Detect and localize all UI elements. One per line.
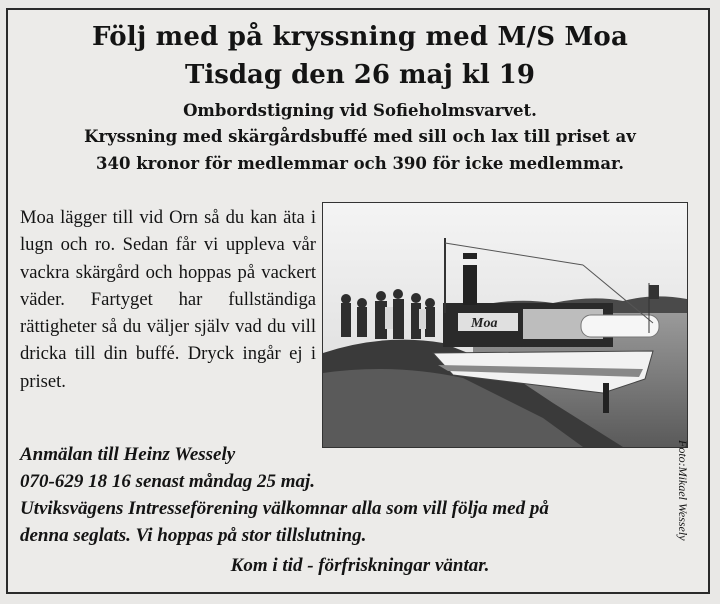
closing-line: Kom i tid - förfriskningar väntar. [230, 555, 490, 576]
signup-phone-deadline: 070-629 18 16 senast måndag 25 maj. [20, 471, 316, 492]
welcome-line-1: Utviksvägens Intresseförening välkomnar alla som vill följa med på [20, 498, 549, 519]
description-paragraph: Moa lägger till vid Orn så du kan äta i lugn och ro. Sedan får vi uppleva vår vackra skärgård och hoppas på vackert väder. Fartyget har fullständiga rättigheter så du väljer själv vad du vill dricka till din buffé. Dryck ingår ej i priset. [20, 207, 316, 392]
price-line-2: 340 kronor för medlemmar och 390 för icke medlemmar. [96, 154, 624, 173]
boarding-info: Ombordstigning vid Sofieholmsvarvet. [183, 101, 537, 120]
price-line-1: Kryssning med skärgårdsbuffé med sill och lax till priset av [84, 127, 636, 146]
svg-text:Moa: Moa [471, 316, 498, 331]
photo-credit: Foto:Mikael Wessely [676, 440, 690, 541]
boat-photo [322, 202, 688, 448]
headline-title: Följ med på kryssning med M/S Moa [91, 22, 629, 52]
signup-contact: Anmälan till Heinz Wessely [20, 444, 236, 465]
headline-date: Tisdag den 26 maj kl 19 [185, 60, 535, 90]
welcome-line-2: denna seglats. Vi hoppas på stor tillslutning. [20, 525, 367, 546]
